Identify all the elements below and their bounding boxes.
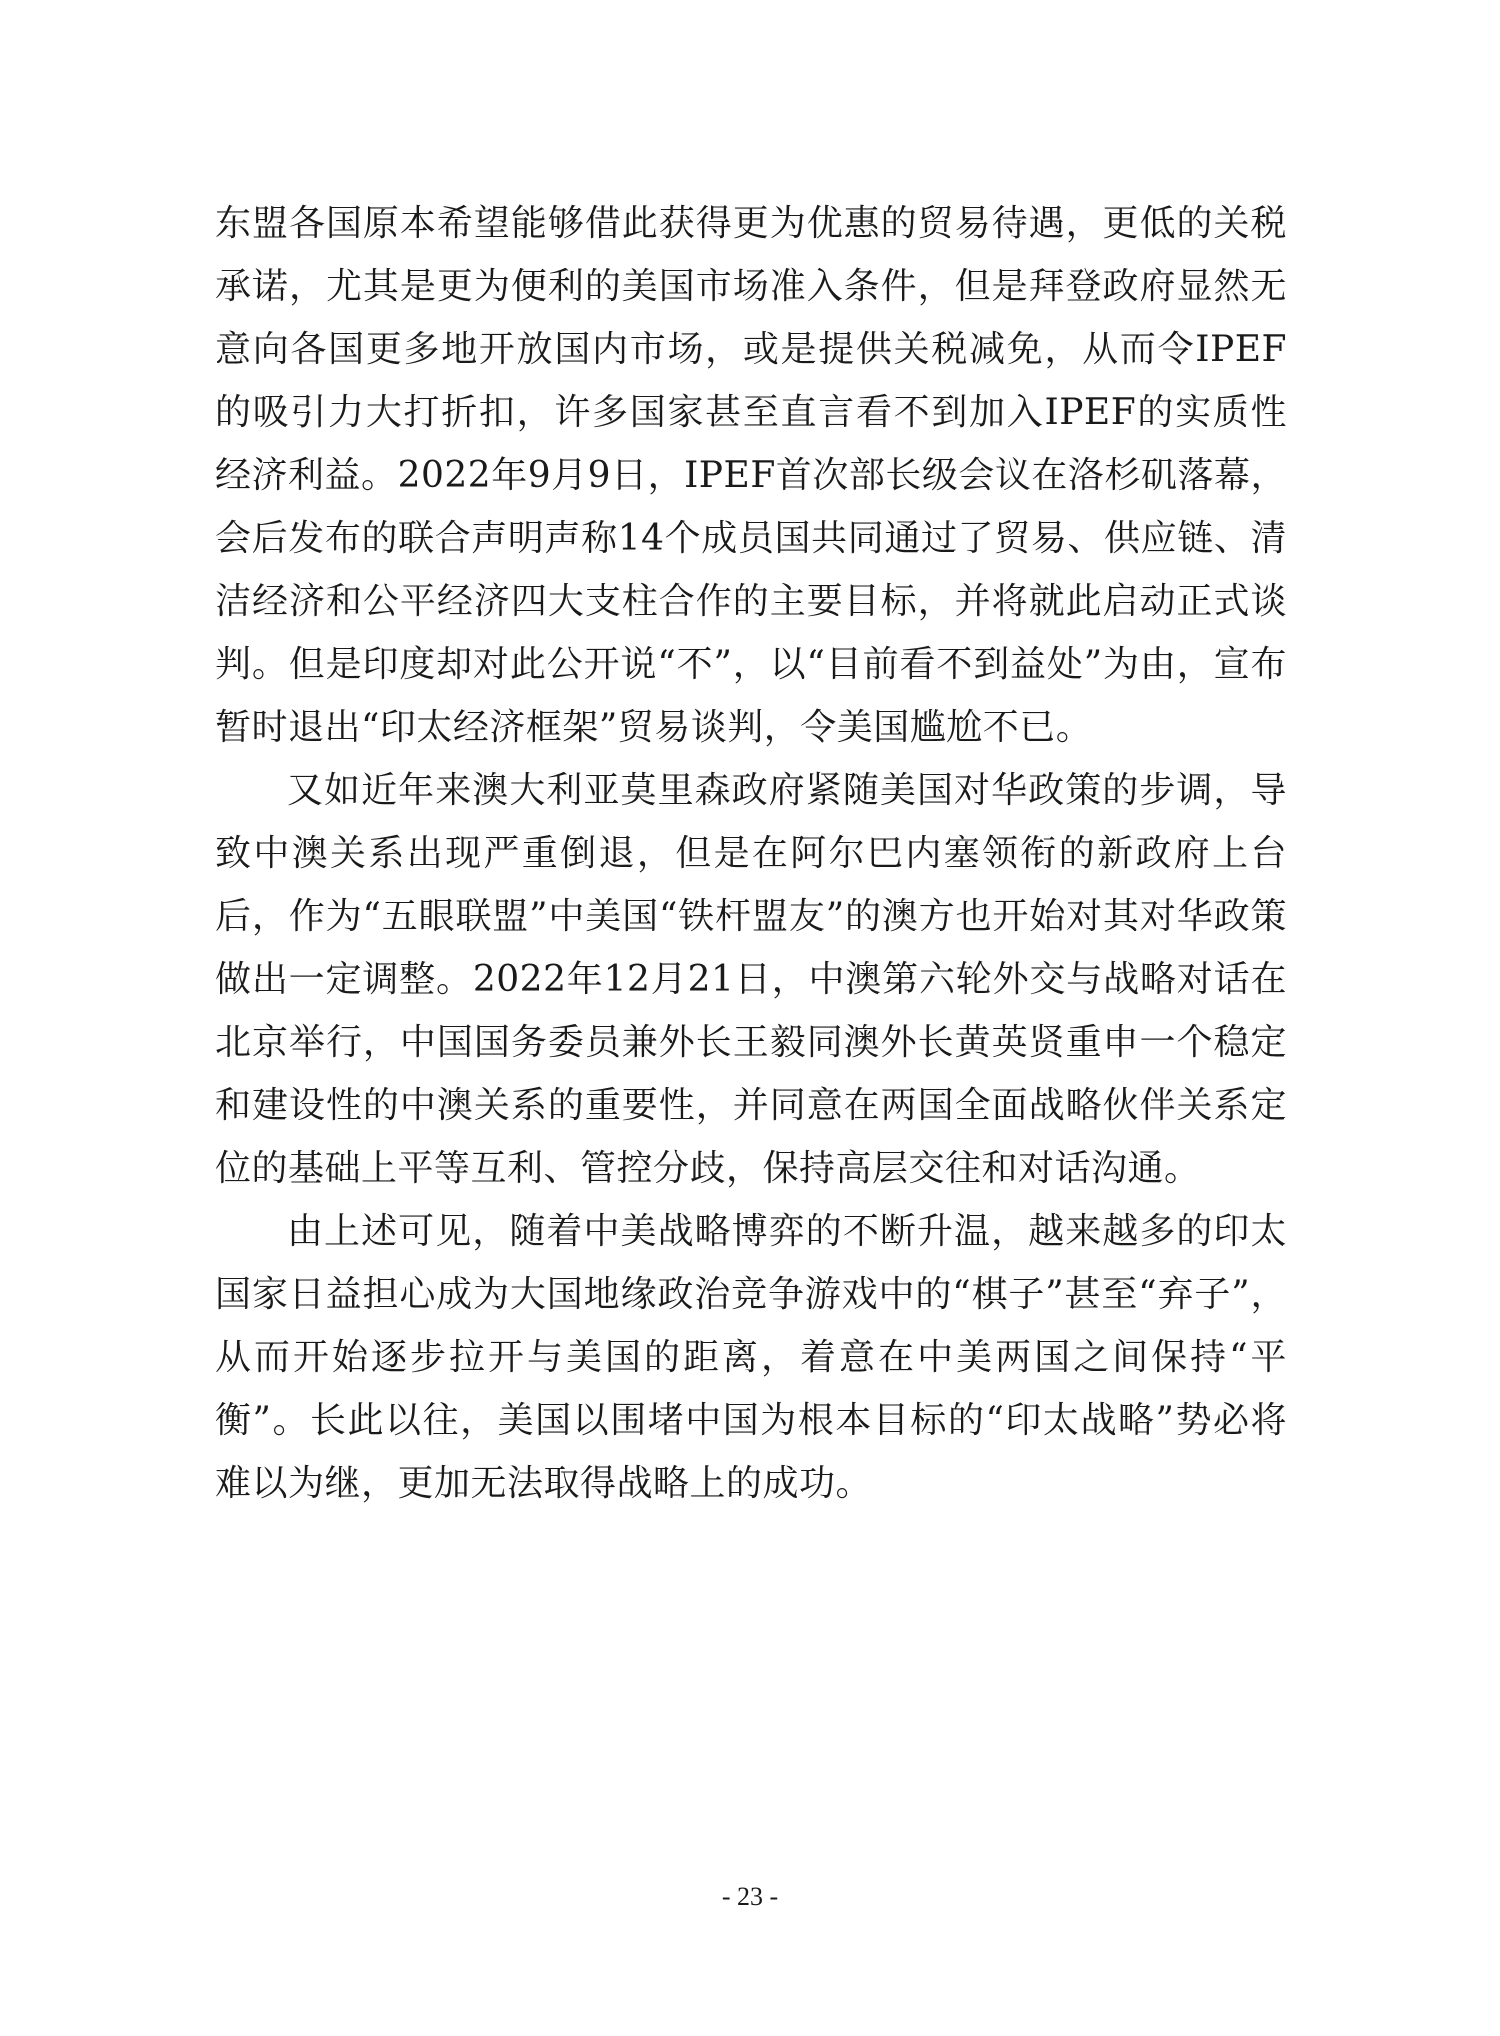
paragraph-australia: 又如近年来澳大利亚莫里森政府紧随美国对华政策的步调，导致中澳关系出现严重倒退，但是在阿尔巴内塞领衔的新政府上台后，作为“五眼联盟”中美国“铁杆盟友”的澳方也开始对其对华政策做出一定调整。2022年12月21日，中澳第六轮外交与战略对话在北京举行，中国国务委员兼外长王毅同澳外长黄英贤重申一个稳定和建设性的中澳关系的重要性，并同意在两国全面战略伙伴关系定位的基础上平等互利、管控分歧，保持高层交往和对话沟通。 bbox=[215, 770, 1287, 1189]
paragraph-conclusion: 由上述可见，随着中美战略博弈的不断升温，越来越多的印太国家日益担心成为大国地缘政治竞争游戏中的“棋子”甚至“弃子”，从而开始逐步拉开与美国的距离，着意在中美两国之间保持“平衡”。长此以往，美国以围堵中国为根本目标的“印太战略”势必将难以为继，更加无法取得战略上的成功。 bbox=[215, 1211, 1287, 1504]
paragraph-continued: 东盟各国原本希望能够借此获得更为优惠的贸易待遇，更低的关税承诺，尤其是更为便利的美国市场准入条件，但是拜登政府显然无意向各国更多地开放国内市场，或是提供关税减免，从而令IPEF的吸引力大打折扣，许多国家甚至直言看不到加入IPEF的实质性经济利益。2022年9月9日，IPEF首次部长级会议在洛杉矶落幕，会后发布的联合声明声称14个成员国共同通过了贸易、供应链、清洁经济和公平经济四大支柱合作的主要目标，并将就此启动正式谈判。但是印度却对此公开说“不”，以“目前看不到益处”为由，宣布暂时退出“印太经济框架”贸易谈判，令美国尴尬不已。 bbox=[215, 203, 1287, 748]
body-text bbox=[215, 192, 1287, 1515]
page-number: - 23 - bbox=[721, 1882, 779, 1911]
